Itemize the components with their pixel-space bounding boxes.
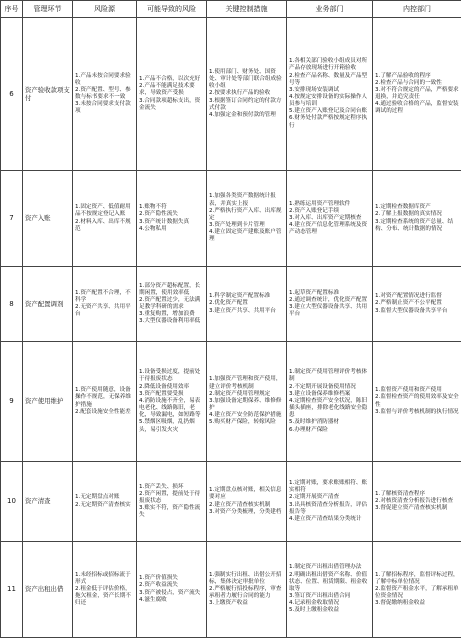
management-link: 资产入账	[23, 171, 73, 267]
management-link: 资产清查	[23, 462, 73, 542]
header-internal-dept: 内控部门	[373, 1, 461, 18]
risk-source: 1.固定资产、低值耐用品不按规定登记入账 2.材料入库、出库不规范	[73, 171, 137, 267]
key-control: 1.科学制定资产配置标准 2.优化资产配置 3.建立资产共享、共用平台	[207, 267, 287, 342]
risk-source: 1.未经招标或招标流于形式 2.租金低于评估价格，拖欠租金，资产长期不归还	[73, 542, 137, 638]
row-number: 9	[1, 342, 23, 462]
business-dept: 1.定期对账，要求账账相符、账实相符 2.定期开展资产清查 3.出具核资清查分析报告，评估报告等 4.建立资产清查结果分类统计	[287, 462, 373, 542]
internal-dept: 1.监督资产使用和资产使用 2.监督检查资产的使用效率及安全性 3.监督与评价考核机制的执行情况	[373, 342, 461, 462]
header-key-control: 关键控制措施	[207, 1, 287, 18]
management-link: 资产验收款项支付	[23, 18, 73, 171]
row-number: 6	[1, 18, 23, 171]
header-possible-risk: 可能导致的风险	[137, 1, 207, 18]
possible-risk: 1.设备受损过度，提前处于待报废状态 2.降低设备使用效率 3.资产配置要受损 4.消防设施不齐全，易表电老化、线路陈旧，老化，导致漏电，如短路等 5.禁烟区吸烟，乱扔烟头，易引发火灾	[137, 342, 207, 462]
key-control: 1.使用部门、财务处、国资处、审计处等部门联合组成验收小组 2.按要求执行产品的验收 3.根据签订合同约定的付款方式付款 4.加强定金和预付款的管理	[207, 18, 287, 171]
table-row	[1, 342, 461, 462]
internal-dept: 1.定期检查数据库资产 2.了解上报数据的真实情况 3.定期检查系统的资产总量、结构、分布、统计数据的情况	[373, 171, 461, 267]
risk-source: 1.资产使用随意，设备操作不规范，无保养维护措施 2.配套设施安全性能差	[73, 342, 137, 462]
internal-dept: 1.了解产品验收的程序 2.检查产品与合同的一致性 3.对不符合规定的产品，严格要求退换，并追究责任 4.通过验收合格的产品，监督安装调试的过程	[373, 18, 461, 171]
business-dept: 1.起草资产配置标准 2.通过调查统计，优化资产配置 3.建立大型仪器设备共享、共用平台	[287, 267, 373, 342]
header-business-dept: 业务部门	[287, 1, 373, 18]
possible-risk: 1.产品不合格，以次充好 2.产品不能满足技术要求，导致资产受损 3.合同款项超标支出，资金流失	[137, 18, 207, 171]
risk-source: 1.资产配置不合理，不科学 2.无资产共享、共用平台	[73, 267, 137, 342]
possible-risk: 1.账物不符 2.资产隐性流失 3.资产统计数据失真 4.公物私用	[137, 171, 207, 267]
key-control: 1.加强各类资产数据统计报表，并真实上报 2.严格执行资产入库、出库规定 3.资产处理到卡片管理 4.建立固定资产建账及账户管理	[207, 171, 287, 267]
business-dept: 1.制定资产出租出借管理办法 2.明确出租出借资产名称、价值状态、位置、租赁期限、租金收取等 3.签订资产出租出借合同 4.记录租金收取情况 5.及时上缴租金收益	[287, 542, 373, 638]
key-control: 1.定期盘点核对账，相关信息要对应 2.建立资产清查核实机制 3.对资产分类梳理，分类建档	[207, 462, 287, 542]
header-link: 管理环节	[23, 1, 73, 18]
table-row	[1, 462, 461, 542]
table-row	[1, 18, 461, 171]
table-row	[1, 267, 461, 342]
management-link: 资产使用维护	[23, 342, 73, 462]
row-number: 10	[1, 462, 23, 542]
table-row	[1, 542, 461, 638]
row-number: 7	[1, 171, 23, 267]
header-no: 序号	[1, 1, 23, 18]
possible-risk: 1.资产丢失、损坏 2.资产闲置，提前处于待报废状态 3.账实不符，资产隐性流失	[137, 462, 207, 542]
header-row	[1, 1, 461, 18]
key-control: 1.加强资产管理和资产使用，建立评价考核机制 2.制定资产使用管理规定 3.加强设备定期保养、维修修护 4.建立资产安全防范保护措施 5.购买财产保险，转嫁风险	[207, 342, 287, 462]
possible-risk: 1.资产价值损失 2.资产收益流失 3.资产被侵占，资产流失 4.滋生腐败	[137, 542, 207, 638]
internal-dept: 1.了解核资清查程序 2.对核资清查分析报告进行核查 3.督促建立资产清查核实机制	[373, 462, 461, 542]
row-number: 11	[1, 542, 23, 638]
risk-source: 1.产品未按合同要求验收 2.资产配置、型号、参数与标书要求不一致 3.未按合同要求支付款项	[73, 18, 137, 171]
internal-dept: 1.对资产配置情况进行监督 2.严格制止资产不公平配置 3.监督大型仪器设备共享平台	[373, 267, 461, 342]
internal-dept: 1.了解招标程序，监督评标过程，了解中标单位情况 2.监督资产租金水平，了解承租单位资金情况 3.督促缴纳租金收益	[373, 542, 461, 638]
business-dept: 1.制定资产使用管理评价考核体制 2.不定期开展设备使用情况 3.建立设备保养维修档案 4.定期检查资产安全状况，陈旧插头插座，排除老化线路安全隐患 5.及时维护消防器材 6.办理财产保险	[287, 342, 373, 462]
possible-risk: 1.部分资产超标配置，长期闲置，使用效率低 2.资产配置过少，无法满足教学科研的需求 3.重复购置，增加浪费 3.大型仪器设备利用率低	[137, 267, 207, 342]
management-link: 资产出租出借	[23, 542, 73, 638]
table-row	[1, 171, 461, 267]
business-dept: 1.各相关部门验收小组成员对所产品存放现场进行开箱验收 2.检查产品名称、数量及产品型号等 3.安排现场安装调试 4.按规定安排设备的实际操作人员参与培训 5.建立资产入账登记及合同台账 6.财务处付款严格按规定程序执行	[287, 18, 373, 171]
management-link: 资产配置调剂	[23, 267, 73, 342]
header-risk-source: 风险源	[73, 1, 137, 18]
key-control: 1.强制实行出租、出借公开招标，集体决定审批单位 2.严格履行招投标程序，审查承租者力履行合同的能力 3.上缴资产收益	[207, 542, 287, 638]
business-dept: 1.熟练运用资产管理软件 2.资产入账登记手续 3.对入库、出库资产定期核查 4.建立资产信息化管理系统及资产动态管理	[287, 171, 373, 267]
risk-source: 1.无定期盘点对账 2.无定期资产清查核实	[73, 462, 137, 542]
row-number: 8	[1, 267, 23, 342]
